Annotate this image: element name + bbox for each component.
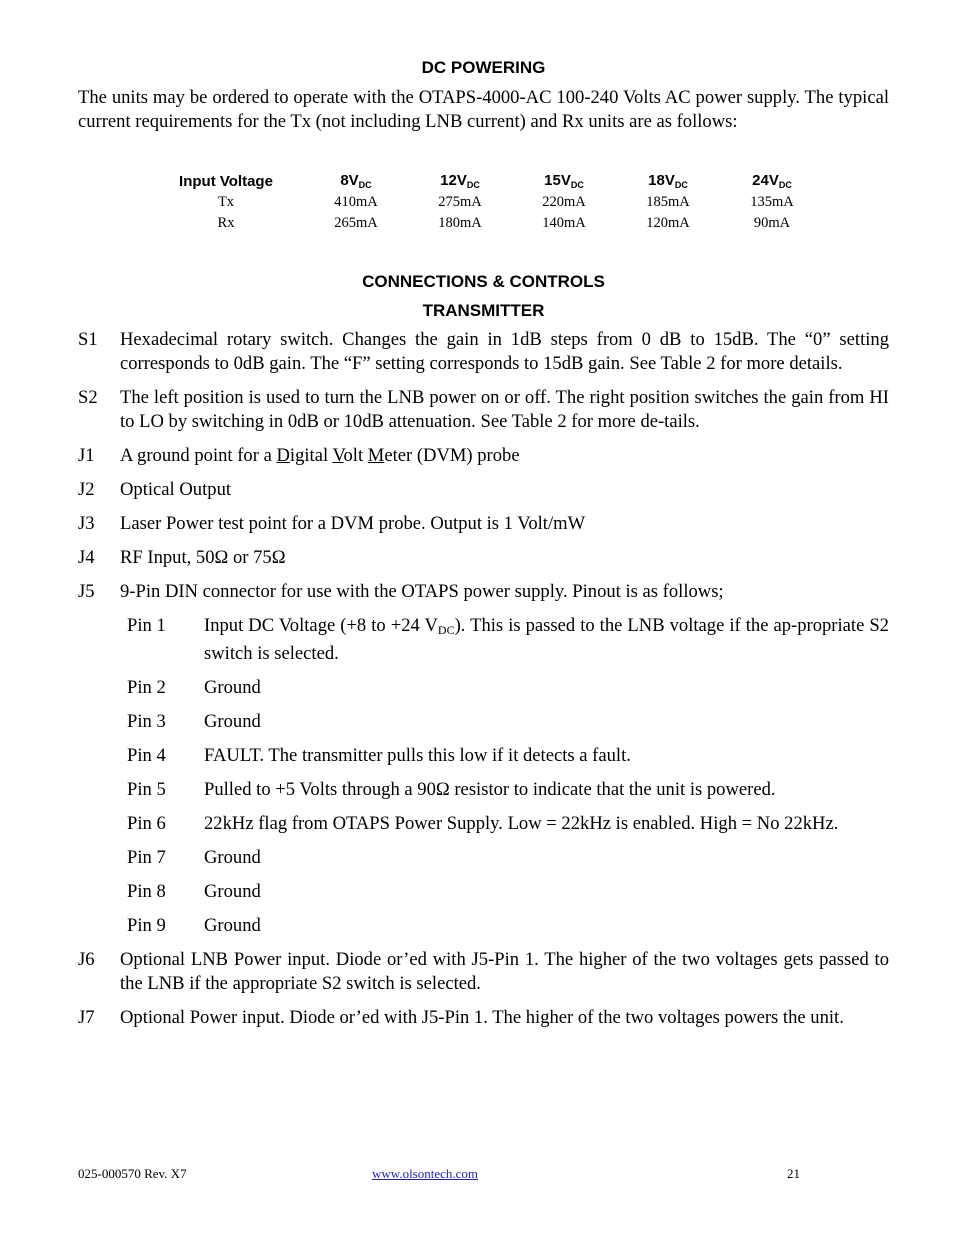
power-table-header bbox=[148, 170, 824, 192]
pin-label: Pin 1 bbox=[127, 615, 166, 636]
dc-subscript: DC bbox=[437, 623, 455, 637]
doc-number: 025-000570 Rev. X7 bbox=[78, 1166, 187, 1181]
transmitter-heading: TRANSMITTER bbox=[422, 301, 545, 320]
item-text: The left position is used to turn the LNB power on or off. The right position switches the gain from HI to LO by switching in 0dB or 10dB attenuation. See Table 2 for more de-tails. bbox=[120, 387, 889, 432]
page-footer bbox=[78, 1166, 800, 1184]
pin-item bbox=[127, 710, 889, 734]
pin-item bbox=[127, 812, 889, 836]
item-text: 9-Pin DIN connector for use with the OTAPS power supply. Pinout is as follows; bbox=[120, 581, 724, 602]
list-item bbox=[78, 580, 889, 604]
row-label: Tx bbox=[217, 194, 235, 210]
connections-list bbox=[78, 328, 889, 1040]
table-cell: 90mA bbox=[753, 215, 791, 231]
pin-text: FAULT. The transmitter pulls this low if it detects a fault. bbox=[204, 745, 631, 766]
voltage-col-header bbox=[616, 170, 720, 192]
pin-label: Pin 5 bbox=[127, 779, 166, 800]
item-label: J6 bbox=[78, 949, 95, 970]
table-cell: 120mA bbox=[646, 215, 690, 231]
item-label: J4 bbox=[78, 547, 95, 568]
underlined-letter: M bbox=[367, 445, 385, 466]
underlined-letter: D bbox=[276, 445, 290, 466]
pin-label: Pin 9 bbox=[127, 915, 166, 936]
row-label: Rx bbox=[217, 215, 235, 231]
page-number: 21 bbox=[787, 1166, 800, 1181]
pin-text: Ground bbox=[204, 677, 261, 698]
pin-text: Ground bbox=[204, 915, 261, 936]
dc-powering-heading: DC POWERING bbox=[421, 58, 546, 77]
voltage-sub: DC bbox=[570, 180, 584, 190]
list-item bbox=[78, 444, 889, 468]
text-fragment: A ground point for a bbox=[120, 445, 277, 466]
list-item bbox=[78, 512, 889, 536]
item-label: J2 bbox=[78, 479, 95, 500]
table-row bbox=[148, 192, 824, 213]
list-item bbox=[78, 546, 889, 570]
item-label: S1 bbox=[78, 329, 98, 350]
item-label: J3 bbox=[78, 513, 95, 534]
item-text: Hexadecimal rotary switch. Changes the gain in 1dB steps from 0 dB to 15dB. The “0” setting corresponds to 0dB gain. The “F” setting corresponds to 15dB gain. See Table 2 for more details. bbox=[120, 329, 889, 374]
pin-label: Pin 8 bbox=[127, 881, 166, 902]
voltage-sub: DC bbox=[466, 180, 480, 190]
text-fragment: ). This is passed to the LNB voltage if the ap-propriate S2 switch is selected. bbox=[204, 615, 889, 664]
item-label: S2 bbox=[78, 387, 98, 408]
pin-label: Pin 4 bbox=[127, 745, 166, 766]
pin-text: Ground bbox=[204, 711, 261, 732]
table-cell: 180mA bbox=[438, 215, 482, 231]
pin-item bbox=[127, 914, 889, 938]
voltage-value: 18V bbox=[648, 172, 675, 189]
voltage-sub: DC bbox=[358, 180, 372, 190]
text-fragment: Input DC Voltage (+8 to +24 V bbox=[204, 615, 438, 636]
list-item bbox=[78, 948, 889, 996]
underlined-letter: V bbox=[332, 445, 344, 466]
pin-text: Pulled to +5 Volts through a 90Ω resistor to indicate that the unit is powered. bbox=[204, 779, 776, 800]
pin-item bbox=[127, 676, 889, 700]
text-fragment: olt bbox=[343, 445, 368, 466]
pin-text: 22kHz flag from OTAPS Power Supply. Low = 22kHz is enabled. High = No 22kHz. bbox=[204, 813, 839, 834]
text-fragment: eter (DVM) probe bbox=[384, 445, 520, 466]
item-text: RF Input, 50Ω or 75Ω bbox=[120, 547, 286, 568]
voltage-value: 15V bbox=[544, 172, 571, 189]
pin-text: Ground bbox=[204, 847, 261, 868]
voltage-col-header bbox=[720, 170, 824, 192]
voltage-value: 24V bbox=[752, 172, 779, 189]
item-text bbox=[120, 444, 889, 468]
pin-item bbox=[127, 846, 889, 870]
table-row bbox=[148, 213, 824, 234]
item-text: Optional LNB Power input. Diode or’ed with J5-Pin 1. The higher of the two voltages gets passed to the LNB if the appropriate S2 switch is selected. bbox=[120, 949, 889, 994]
item-text: Optical Output bbox=[120, 479, 232, 500]
list-item bbox=[78, 328, 889, 376]
item-text: Optional Power input. Diode or’ed with J5-Pin 1. The higher of the two voltages powers the unit. bbox=[120, 1007, 844, 1028]
pin-text: Ground bbox=[204, 881, 261, 902]
voltage-value: 12V bbox=[440, 172, 467, 189]
table-cell: 140mA bbox=[542, 215, 586, 231]
input-voltage-header: Input Voltage bbox=[179, 172, 273, 190]
pin-label: Pin 2 bbox=[127, 677, 166, 698]
table-cell: 185mA bbox=[646, 194, 690, 210]
item-label: J1 bbox=[78, 445, 95, 466]
dc-powering-intro: The units may be ordered to operate with the OTAPS-4000-AC 100-240 Volts AC power supply. The typical current requirements for the Tx (not including LNB current) and Rx units are as follows: bbox=[78, 87, 889, 132]
pin-label: Pin 7 bbox=[127, 847, 166, 868]
table-cell: 265mA bbox=[334, 215, 378, 231]
pin-item bbox=[127, 614, 889, 666]
voltage-col-header bbox=[408, 170, 512, 192]
pin-label: Pin 6 bbox=[127, 813, 166, 834]
voltage-value: 8V bbox=[340, 172, 359, 189]
power-table bbox=[148, 170, 824, 234]
table-cell: 410mA bbox=[334, 194, 378, 210]
list-item bbox=[78, 386, 889, 434]
pin-item bbox=[127, 778, 889, 802]
table-cell: 135mA bbox=[750, 194, 794, 210]
item-label: J5 bbox=[78, 581, 95, 602]
voltage-col-header bbox=[512, 170, 616, 192]
connections-heading: CONNECTIONS & CONTROLS bbox=[362, 272, 605, 291]
pinout-list bbox=[127, 614, 889, 938]
voltage-sub: DC bbox=[674, 180, 688, 190]
item-text: Laser Power test point for a DVM probe. Output is 1 Volt/mW bbox=[120, 513, 586, 534]
voltage-col-header bbox=[304, 170, 408, 192]
pin-text bbox=[204, 614, 889, 666]
table-cell: 275mA bbox=[438, 194, 482, 210]
pin-item bbox=[127, 744, 889, 768]
list-item bbox=[78, 478, 889, 502]
text-fragment: igital bbox=[289, 445, 333, 466]
list-item bbox=[78, 1006, 889, 1030]
pin-label: Pin 3 bbox=[127, 711, 166, 732]
pin-item bbox=[127, 880, 889, 904]
table-cell: 220mA bbox=[542, 194, 586, 210]
website-link[interactable]: www.olsontech.com bbox=[372, 1166, 479, 1181]
item-label: J7 bbox=[78, 1007, 95, 1028]
voltage-sub: DC bbox=[778, 180, 792, 190]
